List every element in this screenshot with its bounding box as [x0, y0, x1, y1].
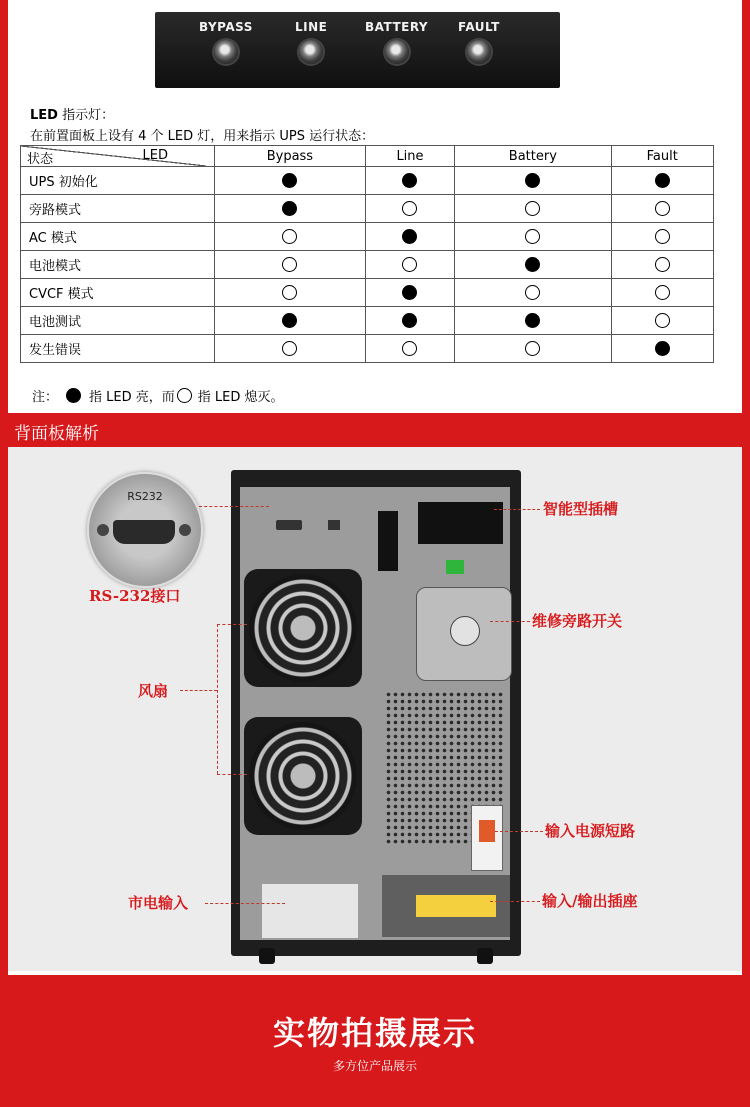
- filled-dot-icon: [282, 173, 297, 188]
- led-line-label: LINE: [295, 20, 328, 34]
- rear-section-title: 背面板解析: [14, 424, 99, 444]
- hollow-dot-icon: [177, 388, 192, 403]
- hollow-dot-icon: [282, 257, 297, 272]
- switch-knob: [450, 616, 480, 646]
- state-cell: 发生错误: [21, 335, 215, 363]
- hollow-dot-icon: [655, 285, 670, 300]
- callout-line: [495, 831, 543, 832]
- led-bypass-label: BYPASS: [199, 20, 253, 34]
- left-border: [0, 0, 8, 1107]
- led-state-cell: [365, 195, 454, 223]
- led-state-cell: [611, 307, 714, 335]
- led-lamp-icon: [299, 40, 323, 64]
- table-row: [21, 307, 714, 335]
- callout-line: [217, 624, 218, 774]
- state-cell: 电池测试: [21, 307, 215, 335]
- led-state-cell: [455, 251, 611, 279]
- table-row: [21, 195, 714, 223]
- slot-cover: [378, 511, 398, 571]
- led-battery: [365, 20, 428, 64]
- table-row: [21, 279, 714, 307]
- breaker-handle: [479, 820, 495, 842]
- fan-icon: [249, 574, 357, 682]
- db9-connector: [113, 520, 175, 544]
- callout-input-breaker: 输入电源短路: [545, 822, 636, 840]
- footer-subtitle: 多方位产品展示: [332, 1059, 417, 1073]
- callout-line: [494, 509, 540, 510]
- footer-banner: [0, 975, 750, 1107]
- led-state-cell: [455, 195, 611, 223]
- state-cell: UPS 初始化: [21, 167, 215, 195]
- table-header-row: [21, 146, 714, 167]
- led-lamp-icon: [385, 40, 409, 64]
- filled-dot-icon: [402, 229, 417, 244]
- corner-header: [21, 146, 215, 167]
- hollow-dot-icon: [282, 341, 297, 356]
- state-cell: 旁路模式: [21, 195, 215, 223]
- led-lamp-icon: [214, 40, 238, 64]
- led-state-cell: [455, 307, 611, 335]
- hollow-dot-icon: [282, 229, 297, 244]
- table-row: [21, 223, 714, 251]
- led-state-cell: [611, 279, 714, 307]
- screw-icon: [97, 524, 109, 536]
- green-terminal: [446, 560, 464, 574]
- led-state-cell: [215, 279, 366, 307]
- hollow-dot-icon: [525, 201, 540, 216]
- hollow-dot-icon: [525, 229, 540, 244]
- footer-title: 实物拍摄展示: [272, 1014, 477, 1052]
- rear-plate: [240, 487, 510, 940]
- led-fault-label: FAULT: [458, 20, 500, 34]
- led-state-cell: [365, 167, 454, 195]
- rear-section-header: [0, 413, 750, 447]
- callout-mains-input: 市电输入: [128, 894, 189, 912]
- callout-io-socket: 输入/输出插座: [542, 892, 638, 910]
- column-header: Fault: [611, 146, 714, 167]
- led-state-cell: [215, 167, 366, 195]
- led-state-cell: [455, 167, 611, 195]
- filled-dot-icon: [282, 313, 297, 328]
- filled-dot-icon: [655, 341, 670, 356]
- led-state-cell: [365, 223, 454, 251]
- callout-fan: 风扇: [138, 682, 169, 700]
- led-fault: [458, 20, 500, 64]
- led-state-cell: [611, 251, 714, 279]
- led-section-title: [30, 104, 114, 123]
- filled-dot-icon: [66, 388, 81, 403]
- led-state-cell: [455, 335, 611, 363]
- hollow-dot-icon: [282, 285, 297, 300]
- table-row: [21, 251, 714, 279]
- led-title-prefix: LED: [30, 108, 58, 123]
- led-section-description: 在前置面板上设有 4 个 LED 灯，用来指示 UPS 运行状态：: [30, 129, 375, 144]
- led-state-cell: [365, 251, 454, 279]
- led-state-cell: [365, 307, 454, 335]
- callout-rs232: RS-232接口: [89, 587, 181, 605]
- fan-icon: [249, 722, 357, 830]
- led-state-cell: [611, 195, 714, 223]
- filled-dot-icon: [525, 173, 540, 188]
- filled-dot-icon: [525, 313, 540, 328]
- column-header: Battery: [455, 146, 611, 167]
- callout-bypass-switch: 维修旁路开关: [532, 612, 623, 630]
- serial-port: [276, 520, 302, 530]
- corner-diagonal: [21, 146, 206, 166]
- led-title-suffix: 指示灯：: [62, 108, 115, 123]
- led-state-cell: [365, 279, 454, 307]
- legend-note: [32, 386, 283, 405]
- led-lamp-icon: [467, 40, 491, 64]
- table-row: [21, 335, 714, 363]
- led-status-table: [20, 145, 714, 363]
- filled-dot-icon: [655, 173, 670, 188]
- note-on-text: 指 LED 亮，而: [89, 390, 175, 405]
- led-state-cell: [611, 223, 714, 251]
- led-state-cell: [215, 223, 366, 251]
- led-state-cell: [365, 335, 454, 363]
- led-state-cell: [215, 335, 366, 363]
- hollow-dot-icon: [655, 201, 670, 216]
- led-battery-label: BATTERY: [365, 20, 429, 34]
- zoom-label: RS232: [127, 490, 163, 503]
- filled-dot-icon: [402, 285, 417, 300]
- io-socket-cover: [382, 875, 510, 937]
- led-state-cell: [455, 279, 611, 307]
- rating-label: [262, 884, 358, 938]
- table-row: [21, 167, 714, 195]
- led-state-cell: [215, 307, 366, 335]
- corner-led-label: LED: [142, 148, 168, 163]
- column-header: Bypass: [215, 146, 366, 167]
- callout-line: [205, 903, 285, 904]
- led-bypass: [199, 20, 253, 64]
- callout-smart-slot: 智能型插槽: [543, 500, 619, 518]
- led-state-cell: [611, 167, 714, 195]
- foot: [259, 948, 275, 964]
- usb-port: [328, 520, 340, 530]
- screw-icon: [179, 524, 191, 536]
- smart-slot: [418, 502, 503, 544]
- led-state-cell: [215, 251, 366, 279]
- state-cell: 电池模式: [21, 251, 215, 279]
- filled-dot-icon: [402, 313, 417, 328]
- callout-line: [180, 690, 217, 691]
- state-cell: CVCF 模式: [21, 279, 215, 307]
- filled-dot-icon: [525, 257, 540, 272]
- filled-dot-icon: [282, 201, 297, 216]
- callout-line: [490, 901, 540, 902]
- rs232-zoom-view: [87, 472, 203, 588]
- hollow-dot-icon: [402, 201, 417, 216]
- hollow-dot-icon: [655, 313, 670, 328]
- right-border: [742, 0, 750, 1107]
- front-led-panel-photo: [155, 12, 560, 88]
- hollow-dot-icon: [402, 341, 417, 356]
- note-off-text: 指 LED 熄灭。: [197, 390, 284, 405]
- ups-rear-photo: [231, 470, 521, 956]
- led-state-cell: [215, 195, 366, 223]
- bypass-switch: [416, 587, 512, 681]
- callout-line: [199, 506, 269, 507]
- input-breaker: [471, 805, 503, 871]
- foot: [477, 948, 493, 964]
- callout-line: [217, 774, 247, 775]
- hollow-dot-icon: [655, 229, 670, 244]
- column-header: Line: [365, 146, 454, 167]
- hollow-dot-icon: [402, 257, 417, 272]
- hollow-dot-icon: [525, 341, 540, 356]
- note-prefix: 注：: [32, 390, 59, 405]
- hollow-dot-icon: [655, 257, 670, 272]
- warning-label: [416, 895, 496, 917]
- hollow-dot-icon: [525, 285, 540, 300]
- corner-state-label: 状态: [27, 152, 54, 166]
- state-cell: AC 模式: [21, 223, 215, 251]
- filled-dot-icon: [402, 173, 417, 188]
- led-line: [295, 20, 327, 64]
- callout-line: [217, 624, 247, 625]
- led-state-cell: [455, 223, 611, 251]
- led-state-cell: [611, 335, 714, 363]
- callout-line: [490, 621, 530, 622]
